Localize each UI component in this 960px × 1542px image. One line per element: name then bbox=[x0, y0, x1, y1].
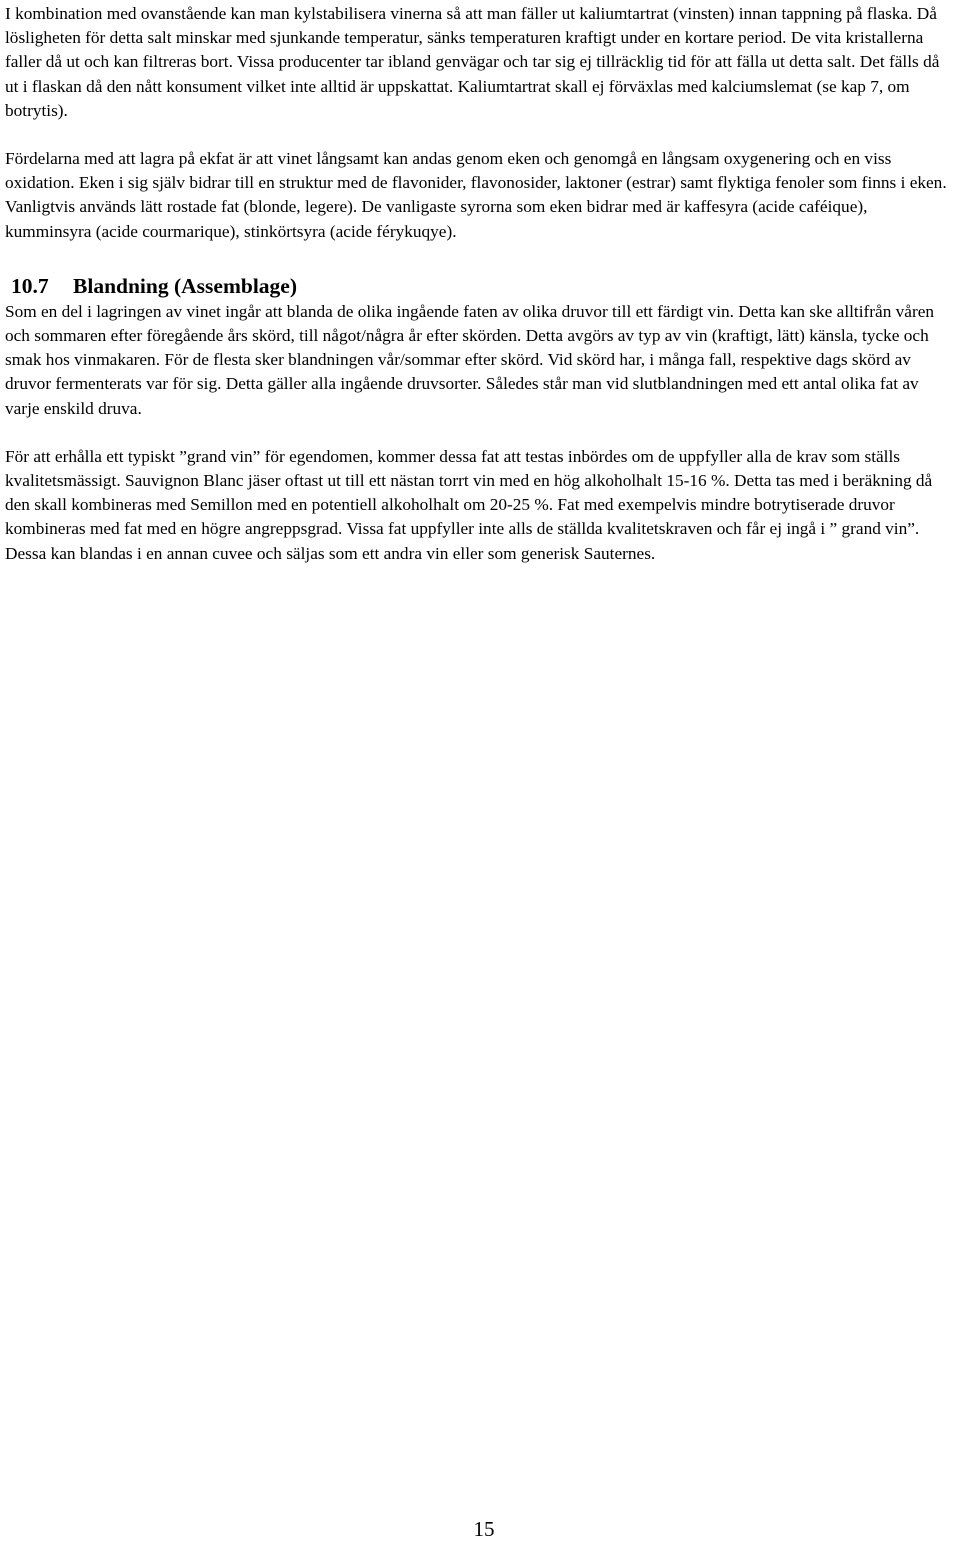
section-heading bbox=[5, 272, 955, 300]
paragraph-grand-vin: För att erhålla ett typiskt ”grand vin” för egendomen, kommer dessa fat att testas inbördes om de uppfyller alla de krav som ställs kvalitetsmässigt. Sauvignon Blanc jäser oftast ut till ett nästan torrt vin med en hög alkoholhalt 15-16 %. Detta tas med i beräkning då den skall kombineras med Semillon med en potentiell alkoholhalt om 20-25 %. Fat med exempelvis mindre botrytiserade druvor kombineras med fat med en högre angreppsgrad. Vissa fat uppfyller inte alls de ställda kvalitetskraven och får ej ingå i ” grand vin”. Dessa kan blandas i en annan cuvee och säljas som ett andra vin eller som generisk Sauternes. bbox=[5, 446, 933, 563]
paragraph-gap bbox=[5, 123, 955, 147]
paragraph-gap bbox=[5, 421, 955, 445]
document-page bbox=[5, 2, 955, 566]
paragraph-blending-intro: Som en del i lagringen av vinet ingår att blanda de olika ingående faten av olika druvor till ett färdigt vin. Detta kan ske alltifrån våren och sommaren efter föregående års skörd, till något/några år efter skörden. Detta avgörs av typ av vin (kraftigt, lätt) känsla, tycke och smak hos vinmakaren. För de flesta sker blandningen vår/sommar efter skörd. Vid skörd har, i många fall, respektive dags skörd av druvor fermenterats var för sig. Detta gäller alla ingående druvsorter. Således står man vid slutblandningen med ett antal olika fat av varje enskild druva. bbox=[5, 301, 935, 418]
paragraph-gap bbox=[5, 244, 955, 272]
section-number: 10.7 bbox=[11, 273, 49, 298]
paragraph-oak-acids: Vanligtvis används lätt rostade fat (blonde, legere). De vanligaste syrorna som eken bidrar med är kaffesyra (acide caféique), kumminsyra (acide courmarique), stinkörtsyra (acide férykuqye). bbox=[5, 197, 868, 241]
paragraph-cold-stabilization: I kombination med ovanstående kan man kylstabilisera vinerna så att man fäller ut kaliumtartrat (vinsten) innan tappning på flaska. Då lösligheten för detta salt minskar med sjunkande temperatur, sänks temperaturen kraftigt under en kortare period. De vita kristallerna faller då ut och kan filtreras bort. Vissa producenter tar ibland genvägar och tar sig ej tillräcklig tid för att fälla ut detta salt. Det fälls då ut i flaskan då den nått konsument vilket inte alltid är uppskattat. Kaliumtartrat skall ej förväxlas med kalciumslemat (se kap 7, om botrytis). bbox=[5, 4, 940, 120]
paragraph-oak-benefits: Fördelarna med att lagra på ekfat är att vinet långsamt kan andas genom eken och genomgå en långsam oxygenering och en viss oxidation. Eken i sig själv bidrar till en struktur med de flavonider, flavonosider, laktoner (estrar) samt flyktiga fenoler som finns i eken. bbox=[5, 149, 947, 193]
section-title: Blandning (Assemblage) bbox=[73, 273, 297, 298]
page-number: 15 bbox=[473, 1517, 495, 1541]
